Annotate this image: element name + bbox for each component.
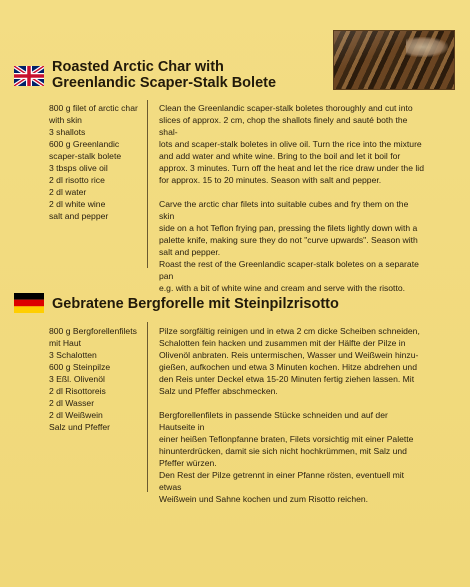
instruction-paragraph: Clean the Greenlandic scaper-stalk boletes thoroughly and cut into slices of approx. 2 cm, chop the shallots finely and sauté both the shal- lots and scaper-stalk boletes in olive oil. Turn the rice into the mixture and add water and white wine. Bring to the boil and let it boil for approx. 3 minutes. Turn off the heat and let the rice draw under the lid for approx. 15 to 20 minutes. Season with salt and pepper. bbox=[159, 103, 424, 185]
recipe-title-german bbox=[52, 296, 339, 312]
ingredients-list-english: 800 g filet of arctic char with skin 3 shallots 600 g Greenlandic scaper-stalk bolete 3 tbsps olive oil 2 dl risotto rice 2 dl water 2 dl white wine salt and pepper bbox=[49, 103, 138, 221]
instruction-paragraph: Pilze sorgfältig reinigen und in etwa 2 cm dicke Scheiben schneiden, Schalotten fein hacken und zusammen mit der Hälfte der Pilze in Olivenöl anbraten. Reis untermischen, Wasser und Weißwein hinzu- gießen, aufkochen und etwa 3 Minuten kochen. Hitze abdrehen und den Reis unter Deckel etwa 15-20 Minuten fertig ziehen lassen. Mit Salz und Pfeffer abschmecken. bbox=[159, 326, 420, 396]
recipe-title-english bbox=[52, 59, 276, 91]
column-divider bbox=[147, 100, 148, 268]
instructions-english bbox=[159, 102, 425, 306]
title-line: Greenlandic Scaper-Stalk Bolete bbox=[52, 75, 277, 91]
instruction-paragraph: Carve the arctic char filets into suitable cubes and fry them on the skin side on a hot Teflon frying pan, pressing the filets lightly down with a palette knife, making sure they do not "curve upwards". Season with salt and pepper. Roast the rest of the Greenlandic scaper-stalk boletes on a separate pan e.g. with a bit of white wine and cream and serve with the risotto. bbox=[159, 199, 419, 293]
instruction-paragraph: Bergforellenfilets in passende Stücke schneiden und auf der Hautseite in einer heißen Teflonpfanne braten, Filets vorsichtig mit einer Palette hinunterdrücken, damit sie sich nicht hochkrümmen, mit Salz und Pfeffer würzen. Den Rest der Pilze getrennt in einer Pfanne rösten, eventuell mit etwas Weißwein und Sahne kochen und zum Risotto reichen. bbox=[159, 410, 414, 504]
column-divider bbox=[147, 322, 148, 492]
instructions-german bbox=[159, 325, 425, 517]
title-line: Roasted Arctic Char with bbox=[52, 59, 224, 75]
germany-flag-icon bbox=[14, 293, 44, 313]
ingredients-list-german: 800 g Bergforellenfilets mit Haut 3 Schalotten 600 g Steinpilze 3 Eßl. Olivenöl 2 dl Risottoreis 2 dl Wasser 2 dl Weißwein Salz und Pfeffer bbox=[49, 326, 137, 432]
dish-photo bbox=[333, 30, 455, 90]
title-line: Gebratene Bergforelle mit Steinpilzrisotto bbox=[52, 296, 339, 312]
uk-flag-icon bbox=[14, 66, 44, 86]
